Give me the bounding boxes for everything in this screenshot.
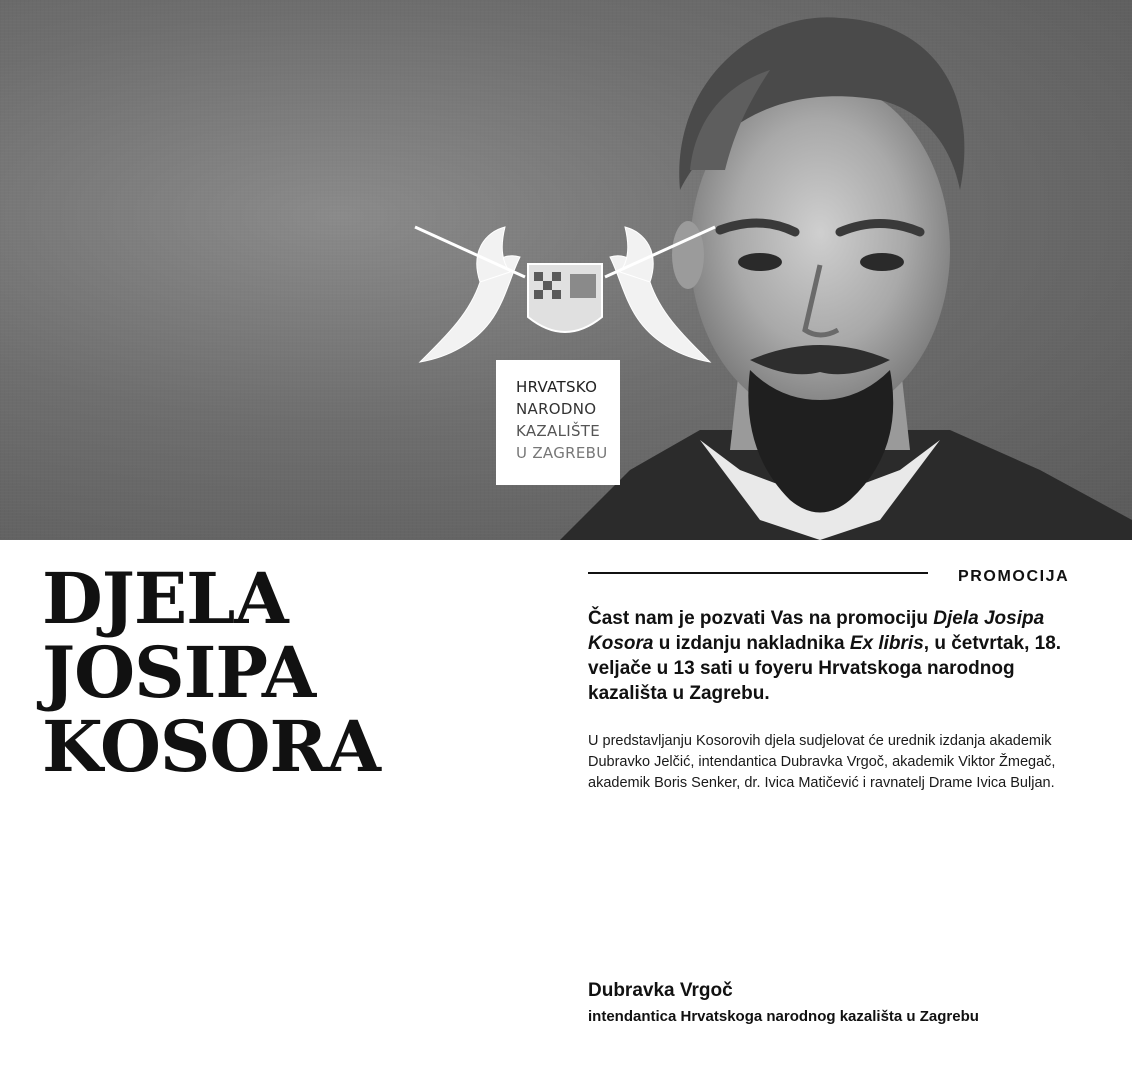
title-line-1: DJELA	[42, 557, 288, 640]
invitation-part-2: u izdanju nakladnika	[653, 633, 850, 654]
title-line-2: JOSIPA	[42, 631, 316, 714]
signer-role: intendantica Hrvatskoga narodnog kazališta u Zagrebu	[588, 1008, 979, 1025]
invitation-part-1: Čast nam je pozvati Vas na promociju	[588, 608, 934, 629]
logo-line-3: KAZALIŠTE	[516, 422, 601, 440]
invitation-text	[588, 606, 1088, 706]
theatre-logo	[496, 360, 620, 485]
section-label: PROMOCIJA	[958, 568, 1070, 585]
section-divider	[588, 572, 928, 574]
logo-line-1: HRVATSKO	[516, 378, 598, 396]
page-title	[42, 557, 462, 788]
invitation-part-3: , u četvrtak, 18. veljače u 13 sati u foyeru Hrvatskoga narodnog kazališta u Zagrebu.	[588, 633, 1062, 704]
work-title: Djela Josipa Kosora	[588, 608, 1045, 654]
signer-name: Dubravka Vrgoč	[588, 980, 733, 1001]
logo-line-4: U ZAGREBU	[516, 444, 608, 462]
logo-line-2: NARODNO	[516, 400, 597, 418]
theatre-emblem-angels	[410, 222, 720, 372]
publisher-name: Ex libris	[849, 633, 924, 654]
event-details: U predstavljanju Kosorovih djela sudjelovat će urednik izdanja akademik Dubravko Jelčić, intendantica Dubravka Vrgoč, akademik Viktor Žmegač, akademik Boris Senker, dr. Ivica Matičević i ravnatelj Drame Ivica Buljan.	[588, 733, 1056, 791]
title-line-3: KOSORA	[42, 705, 380, 788]
